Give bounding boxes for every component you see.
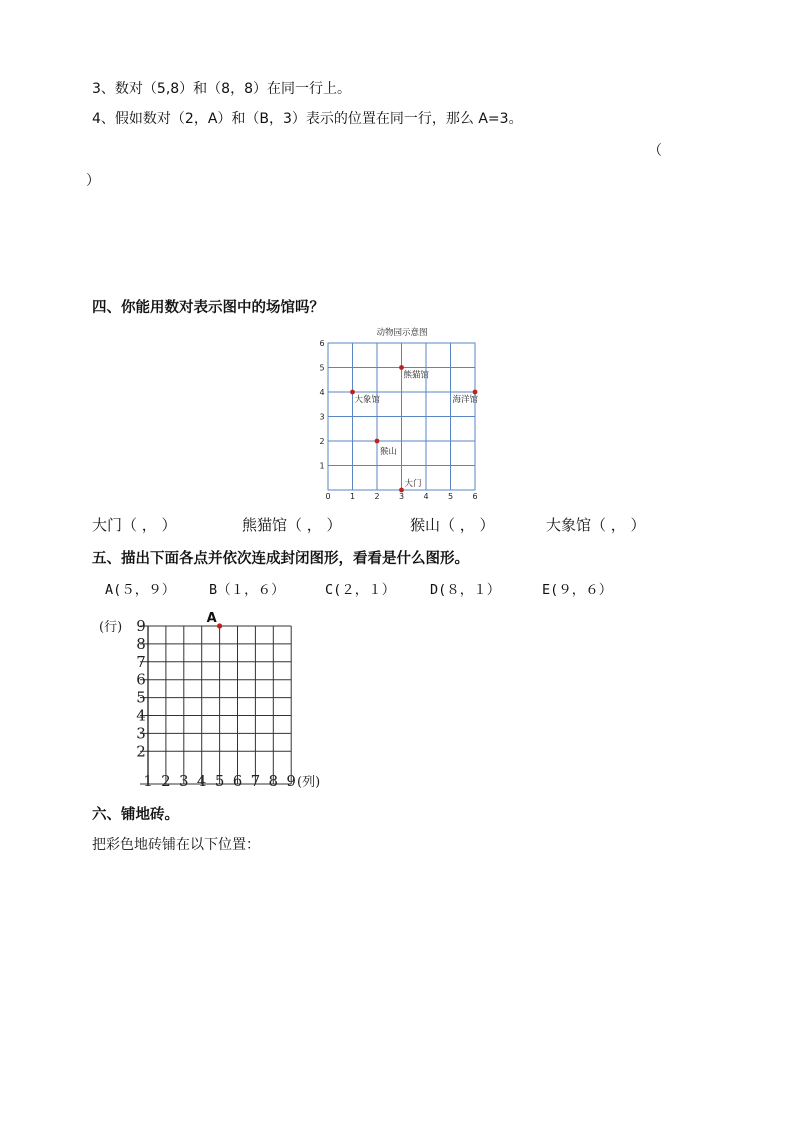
- x-tick-label: 4: [196, 772, 207, 790]
- x-tick-label: 2: [161, 772, 171, 790]
- section-5-title: 五、描出下面各点并依次连成封闭图形，看看是什么图形。: [92, 551, 469, 567]
- y-tick-label: 8: [136, 634, 146, 653]
- section-6-title: 六、铺地砖。: [92, 807, 179, 823]
- y-tick-label: 2: [136, 742, 146, 761]
- point-d: D(８，１）: [430, 582, 501, 598]
- row-axis-label: (行): [99, 620, 123, 635]
- y-tick-label: 9: [136, 617, 146, 635]
- y-tick-label: 4: [319, 388, 325, 397]
- venue-point: [350, 390, 355, 395]
- venue-point: [375, 439, 380, 444]
- venue-label: 大象馆: [354, 395, 381, 405]
- answer-panda: 熊猫馆（ ， ）: [242, 516, 342, 534]
- y-tick-label: 1: [319, 461, 325, 471]
- y-tick-label: 2: [319, 437, 325, 446]
- venue-label: 海洋馆: [452, 395, 478, 405]
- x-tick-label: 3: [179, 772, 189, 790]
- plotted-point: [217, 623, 222, 628]
- venue-point: [399, 365, 404, 370]
- y-tick-label: 5: [136, 688, 146, 707]
- x-tick-label: 7: [250, 772, 261, 790]
- x-tick-label: 6: [232, 772, 243, 790]
- answer-monkey: 猴山（ ， ）: [410, 516, 495, 534]
- answer-gate: 大门（ ， ）: [92, 516, 177, 534]
- x-tick-label: 4: [423, 492, 429, 501]
- venue-point: [473, 390, 478, 395]
- y-tick-label: 5: [319, 363, 325, 373]
- x-tick-label: 0: [325, 492, 331, 501]
- chart-title: 动物园示意图: [376, 328, 428, 338]
- y-tick-label: 6: [319, 339, 325, 348]
- section-6-instruction: 把彩色地砖铺在以下位置：: [92, 837, 260, 853]
- answer-elephant: 大象馆（ ， ）: [546, 516, 646, 534]
- venue-label: 大门: [404, 479, 422, 489]
- x-tick-label: 8: [268, 772, 279, 790]
- point-b: B（１，６）: [209, 582, 285, 598]
- question-4: 4、假如数对（2，A）和（B，3）表示的位置在同一行，那么 A=3。: [92, 111, 523, 127]
- y-tick-label: 3: [136, 724, 146, 743]
- y-tick-label: 7: [136, 652, 146, 671]
- x-tick-label: 6: [472, 492, 478, 501]
- point-label: A: [206, 611, 217, 626]
- x-tick-label: 2: [374, 492, 380, 501]
- y-tick-label: 4: [136, 706, 146, 725]
- point-c: C(２，１）: [325, 582, 396, 598]
- x-tick-label: 3: [398, 492, 405, 501]
- plotting-grid: [94, 608, 334, 793]
- col-axis-label: (列): [297, 775, 321, 790]
- venue-label: 熊猫馆: [403, 370, 430, 381]
- x-tick-label: 1: [349, 492, 356, 501]
- section-4-title: 四、你能用数对表示图中的场馆吗？: [92, 300, 324, 316]
- venue-point: [399, 488, 404, 493]
- answer-paren-open: （: [648, 143, 662, 159]
- y-tick-label: 3: [319, 412, 325, 422]
- answer-paren-close: ）: [86, 173, 100, 189]
- x-tick-label: 5: [447, 492, 454, 501]
- y-tick-label: 6: [136, 670, 146, 689]
- x-tick-label: 1: [143, 772, 153, 790]
- venue-label: 猴山: [380, 447, 398, 457]
- zoo-map-chart: [316, 325, 486, 507]
- point-a: A(５，９）: [105, 582, 176, 598]
- x-tick-label: 9: [286, 772, 296, 790]
- x-tick-label: 5: [214, 772, 225, 790]
- question-3: 3、数对（5,8）和（8，8）在同一行上。: [92, 81, 351, 97]
- point-e: E(９，６）: [542, 582, 613, 598]
